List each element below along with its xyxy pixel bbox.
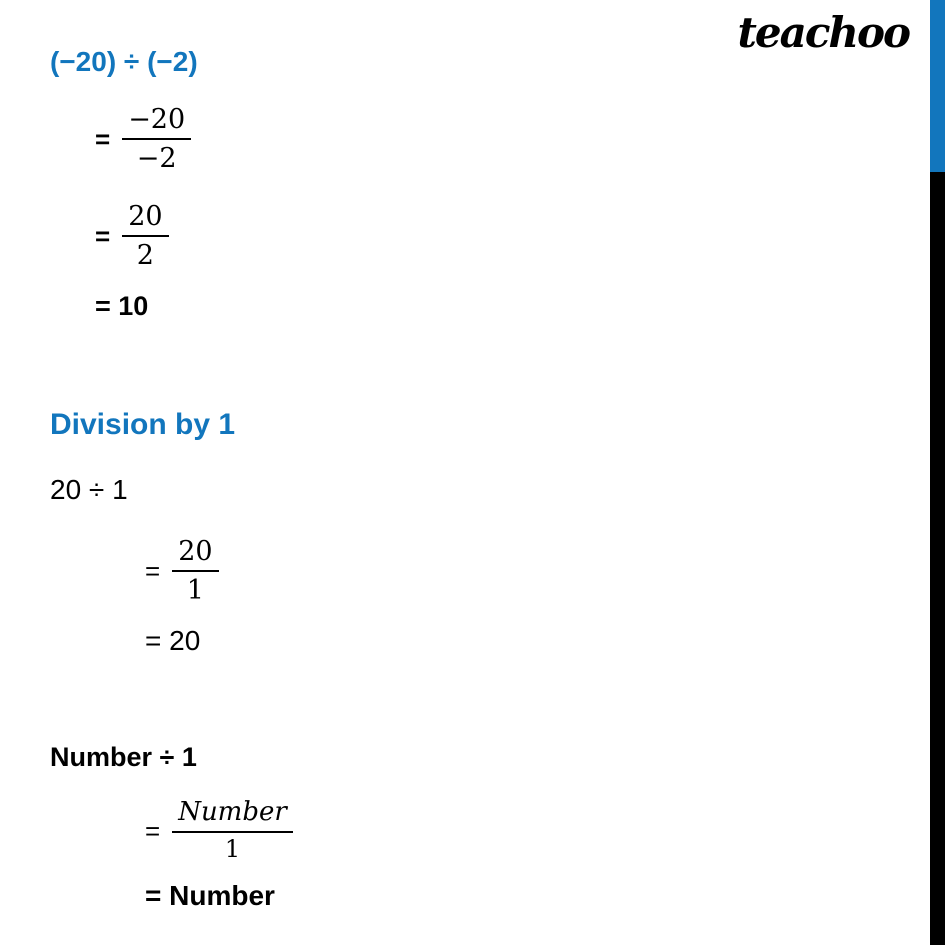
fraction-numerator: Number	[172, 798, 293, 833]
section2-heading: Division by 1	[50, 408, 236, 441]
fraction-numerator: −20	[122, 104, 191, 140]
section2-result: = 20	[145, 625, 201, 656]
fraction	[122, 201, 168, 271]
fraction-denominator: −2	[136, 143, 177, 175]
section1-heading: (−20) ÷ (−2)	[50, 46, 198, 77]
section3-heading: Number ÷ 1	[50, 742, 197, 772]
fraction-denominator: 1	[224, 834, 241, 863]
section1-step1-equation	[95, 104, 191, 174]
right-edge-black-bar	[930, 172, 945, 945]
equals-sign: =	[95, 221, 111, 252]
right-edge-blue-bar	[930, 0, 945, 172]
fraction-numerator: 20	[122, 201, 168, 237]
equals-sign: =	[145, 815, 161, 846]
equals-sign: =	[95, 124, 111, 155]
equals-sign: =	[145, 556, 161, 587]
section1-step2-equation	[95, 201, 169, 271]
section2-step1-equation	[145, 536, 219, 606]
fraction-denominator: 2	[136, 240, 154, 272]
fraction-numerator: 20	[172, 536, 218, 572]
fraction	[122, 104, 191, 174]
section1-result: = 10	[95, 291, 149, 321]
teachoo-logo: teachoo	[737, 8, 909, 57]
fraction	[172, 798, 293, 863]
fraction-denominator: 1	[186, 575, 204, 607]
fraction	[172, 536, 218, 606]
section2-expression: 20 ÷ 1	[50, 474, 128, 505]
section3-step1-equation	[145, 798, 293, 863]
section3-result: = Number	[145, 880, 275, 911]
